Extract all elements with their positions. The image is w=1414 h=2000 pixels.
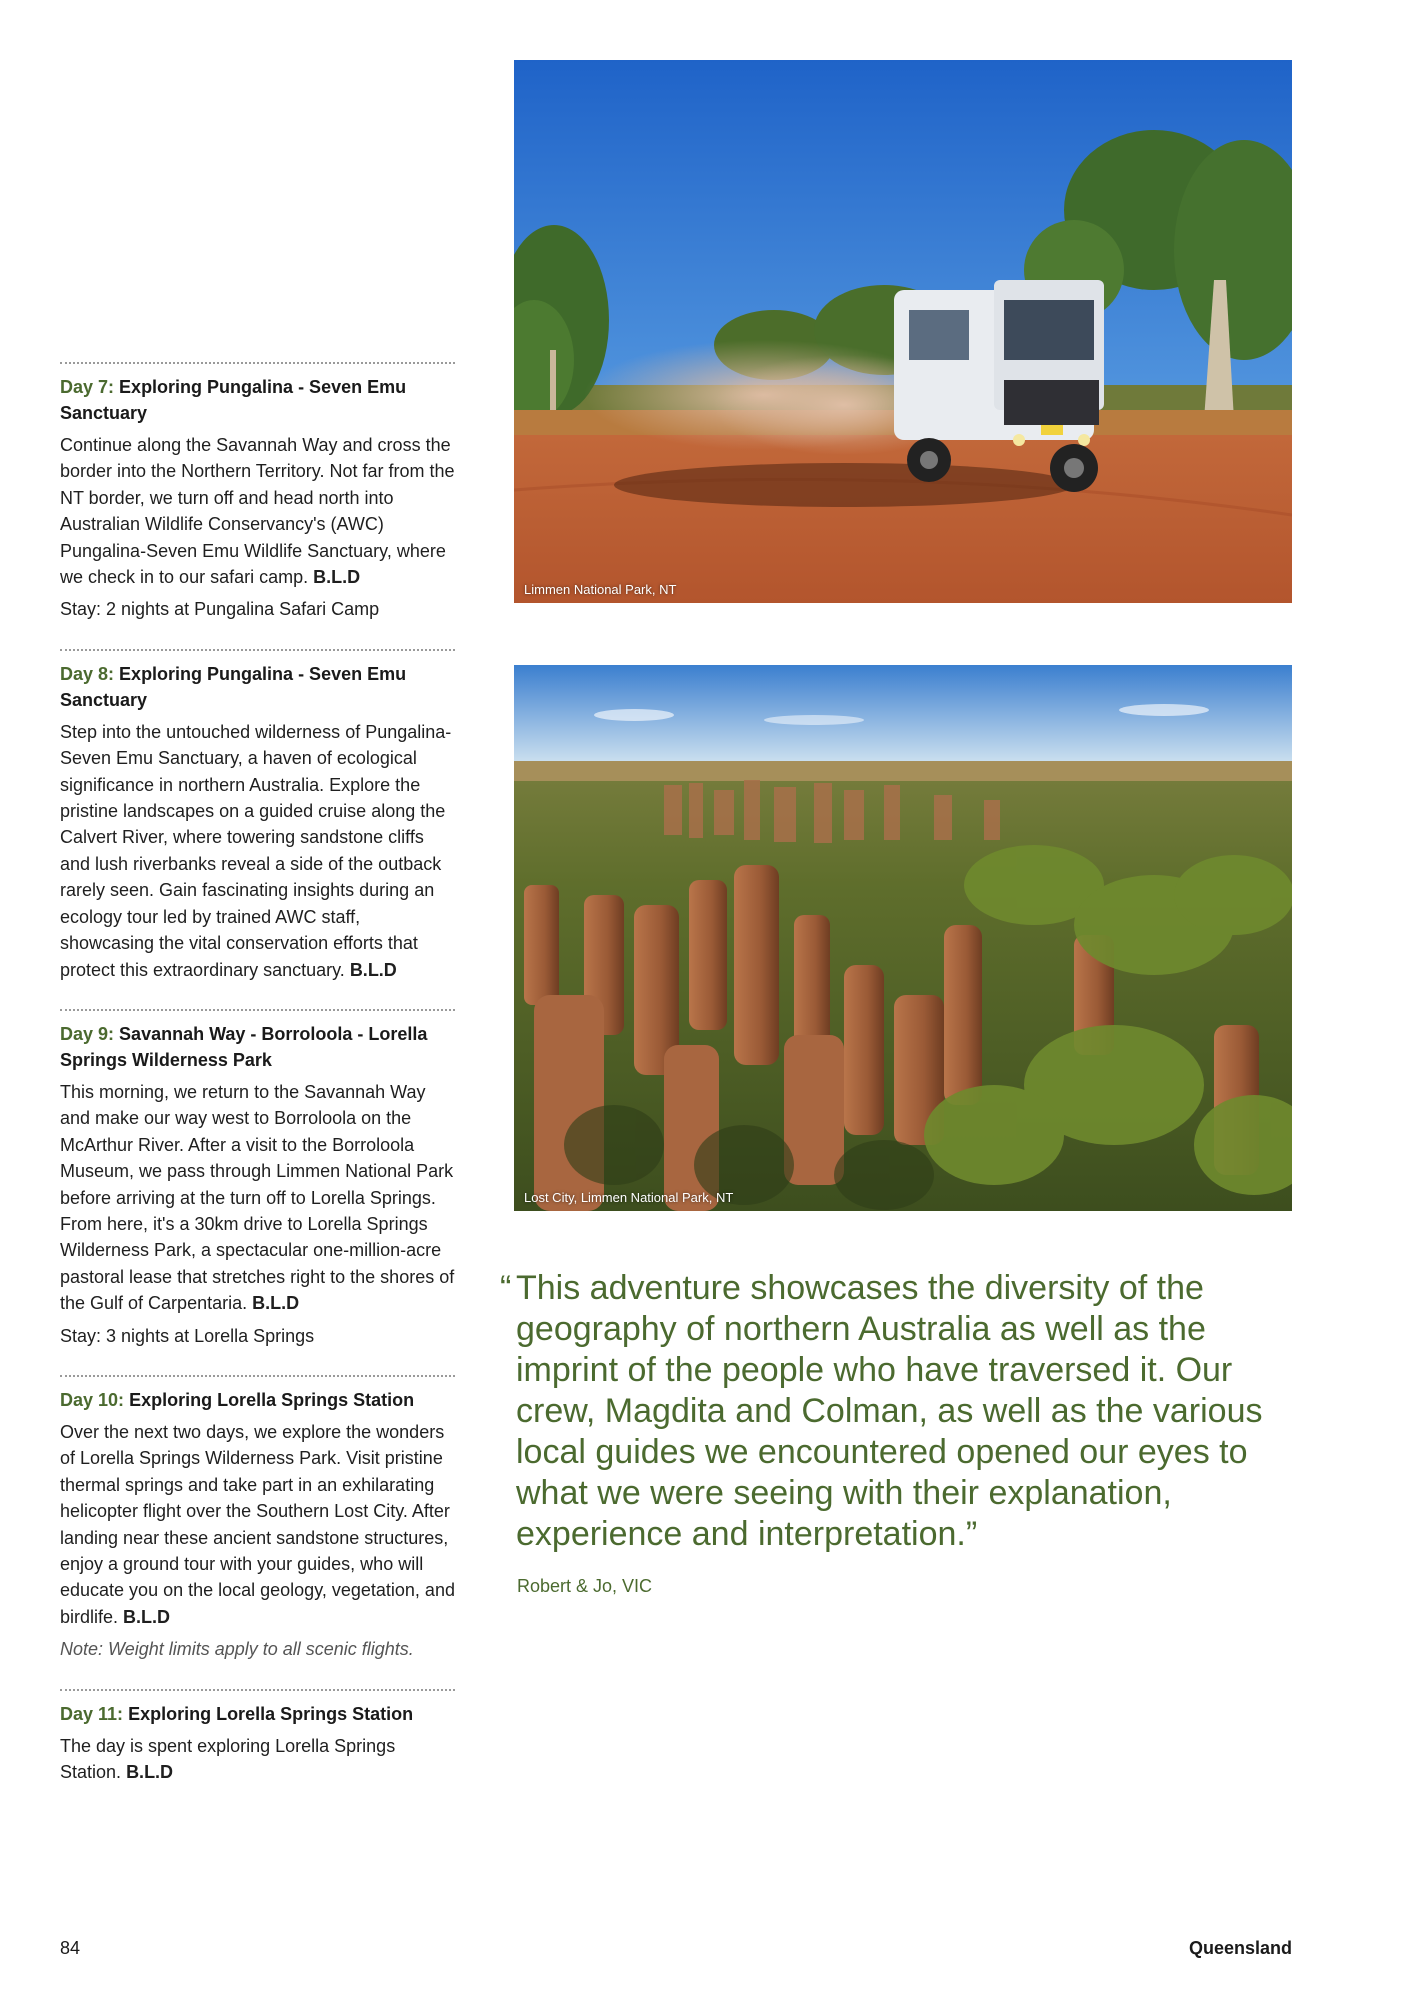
day-9-section xyxy=(60,1009,455,1349)
day-body: Step into the untouched wilderness of Pungalina-Seven Emu Sanctuary, a haven of ecological significance in northern Australia. Explore the pristine landscapes on a guided cruise along the Calvert River, where towering sandstone cliffs and lush riverbanks reveal a side of the outback rarely seen. Gain fascinating insights during an ecology tour led by trained AWC staff, showcasing the vital conservation efforts that protect this extraordinary sanctuary. xyxy=(60,721,452,980)
day-body: Over the next two days, we explore the wonders of Lorella Springs Wilderness Park. Visit pristine thermal springs and take part in an exhilarating helicopter flight over the Southern Lost City. After landing near these ancient sandstone structures, enjoy a ground tour with your guides, who will educate you on the local geology, vegetation, and birdlife. xyxy=(60,1421,455,1627)
day-number: Day 10: xyxy=(60,1389,125,1410)
note-text: Note: Weight limits apply to all scenic flights. xyxy=(60,1639,414,1660)
day-description xyxy=(60,1733,455,1786)
quote-author: Robert & Jo, VIC xyxy=(517,1576,653,1596)
stay-info: Stay: 2 nights at Pungalina Safari Camp xyxy=(60,599,380,620)
day-heading xyxy=(60,1021,455,1073)
stay-info: Stay: 3 nights at Lorella Springs xyxy=(60,1325,315,1346)
quote-text: This adventure showcases the diversity of the geography of northern Australia as well as the imprint of the people who have traversed it. Our crew, Magdita and Colman, as well as the various local guides we encountered opened our eyes to what we were seeing with their explanation, experience and interpretation.” xyxy=(516,1269,1263,1553)
photo-caption: Lost City, Limmen National Park, NT xyxy=(524,1190,734,1205)
open-quote-mark: “ xyxy=(500,1269,512,1307)
day-number: Day 7: xyxy=(60,377,115,397)
day-title: Exploring Lorella Springs Station xyxy=(128,1703,414,1724)
day-title: Exploring Lorella Springs Station xyxy=(129,1389,415,1410)
day-heading xyxy=(60,1387,455,1413)
day-7-section xyxy=(60,362,455,623)
day-heading xyxy=(60,661,455,713)
testimonial-quote xyxy=(500,1268,1300,1555)
lost-city-illustration xyxy=(514,665,1292,1211)
day-title: Savannah Way - Borroloola - Lorella Springs Wilderness Park xyxy=(60,1023,428,1070)
meals-label: B.L.D xyxy=(313,567,361,588)
day-body: Continue along the Savannah Way and cross the border into the Northern Territory. Not far from the NT border, we turn off and head north into Australian Wildlife Conservancy's (AWC) Pungalina-Seven Emu Wildlife Sanctuary, where we check in to our safari camp. xyxy=(60,435,455,588)
page-number: 84 xyxy=(60,1938,81,1958)
itinerary-column xyxy=(60,362,455,1811)
day-body: This morning, we return to the Savannah Way and make our way west to Borroloola on the McArthur River. After a visit to the Borroloola Museum, we pass through Limmen National Park before arriving at the turn off to Lorella Springs. From here, it's a 30km drive to Lorella Springs Wilderness Park, a spectacular one-million-acre pastoral lease that stretches right to the shores of the Gulf of Carpentaria. xyxy=(60,1081,455,1314)
photo-caption: Limmen National Park, NT xyxy=(524,582,677,597)
day-number: Day 9: xyxy=(60,1023,115,1044)
meals-label: B.L.D xyxy=(123,1606,171,1627)
day-title: Exploring Pungalina - Seven Emu Sanctuary xyxy=(60,377,407,423)
truck-photo xyxy=(514,60,1292,603)
day-number: Day 8: xyxy=(60,663,115,684)
day-description xyxy=(60,1079,455,1317)
meals-label: B.L.D xyxy=(349,959,397,980)
day-title: Exploring Pungalina - Seven Emu Sanctuary xyxy=(60,663,407,710)
truck-photo-illustration xyxy=(514,60,1292,603)
day-heading xyxy=(60,374,455,426)
section-label: Queensland xyxy=(1188,1938,1292,1958)
day-10-section xyxy=(60,1375,455,1663)
day-body: The day is spent exploring Lorella Springs Station. xyxy=(60,1735,396,1783)
day-description xyxy=(60,1419,455,1630)
meals-label: B.L.D xyxy=(252,1293,300,1314)
day-11-section xyxy=(60,1689,455,1786)
day-number: Day 11: xyxy=(60,1703,124,1724)
day-description xyxy=(60,719,455,983)
meals-label: B.L.D xyxy=(126,1762,174,1783)
day-description xyxy=(60,432,455,590)
lost-city-photo xyxy=(514,665,1292,1211)
day-8-section xyxy=(60,649,455,983)
day-heading xyxy=(60,1701,455,1727)
